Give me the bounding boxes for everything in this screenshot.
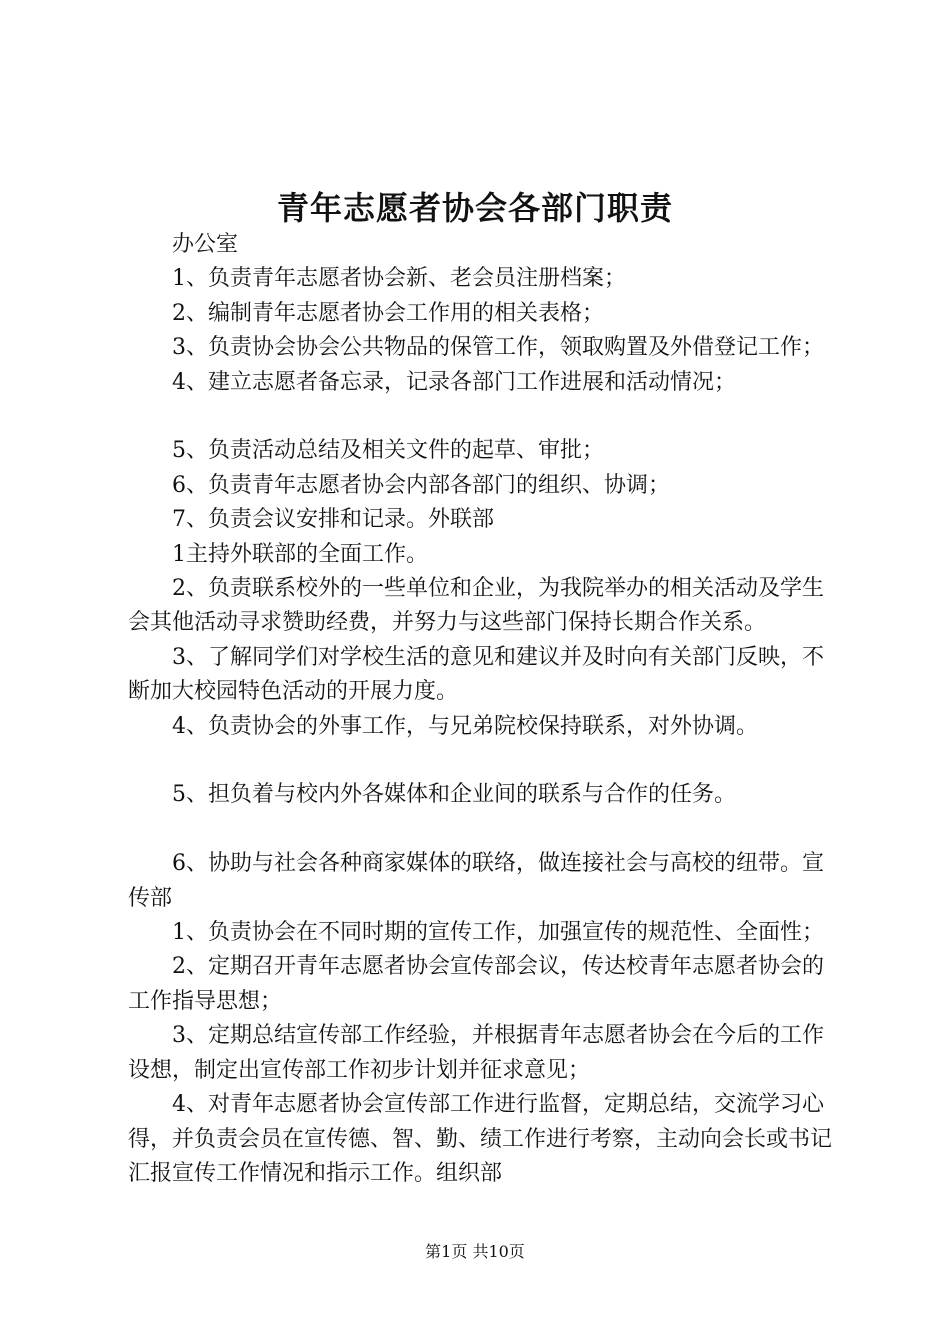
body-paragraph: 4、建立志愿者备忘录，记录各部门工作进展和活动情况； xyxy=(172,369,736,395)
body-paragraph: 1主持外联部的全面工作。 xyxy=(172,541,428,567)
body-paragraph: 3、负责协会协会公共物品的保管工作，领取购置及外借登记工作； xyxy=(172,335,824,361)
body-paragraph: 4、对青年志愿者协会宣传部工作进行监督，定期总结，交流学习心得，并负责会员在宣传德、智、勤、绩工作进行考察，主动向会长或书记汇报宣传工作情况和指示工作。组织部 xyxy=(128,1092,833,1186)
body-paragraph: 5、担负着与校内外各媒体和企业间的联系与合作的任务。 xyxy=(172,782,736,808)
body-paragraph: 4、负责协会的外事工作，与兄弟院校保持联系，对外协调。 xyxy=(172,713,758,739)
body-paragraph: 6、协助与社会各种商家媒体的联络，做连接社会与高校的纽带。宣传部 xyxy=(128,851,824,911)
body-paragraph: 2、定期召开青年志愿者协会宣传部会议，传达校青年志愿者协会的工作指导思想； xyxy=(128,954,824,1014)
document-body xyxy=(128,228,840,1191)
body-paragraph: 2、负责联系校外的一些单位和企业，为我院举办的相关活动及学生会其他活动寻求赞助经费，并努力与这些部门保持长期合作关系。 xyxy=(128,576,824,636)
body-paragraph: 6、负责青年志愿者协会内部各部门的组织、协调； xyxy=(172,472,670,498)
body-paragraph: 3、定期总结宣传部工作经验，并根据青年志愿者协会在今后的工作设想，制定出宣传部工作初步计划并征求意见； xyxy=(128,1023,824,1083)
body-paragraph: 7、负责会议安排和记录。外联部 xyxy=(172,507,494,533)
body-paragraph: 3、了解同学们对学校生活的意见和建议并及时向有关部门反映，不断加大校园特色活动的开展力度。 xyxy=(128,644,824,705)
body-paragraph: 办公室 xyxy=(172,232,239,257)
page-footer: 第1页 共10页 xyxy=(425,1242,525,1261)
body-paragraph: 5、负责活动总结及相关文件的起草、审批； xyxy=(172,438,604,464)
body-paragraph: 2、编制青年志愿者协会工作用的相关表格； xyxy=(172,300,604,326)
body-paragraph: 1、负责青年志愿者协会新、老会员注册档案； xyxy=(172,266,626,292)
body-paragraph: 1、负责协会在不同时期的宣传工作，加强宣传的规范性、全面性； xyxy=(172,920,824,946)
document-title: 青年志愿者协会各部门职责 xyxy=(276,189,673,227)
